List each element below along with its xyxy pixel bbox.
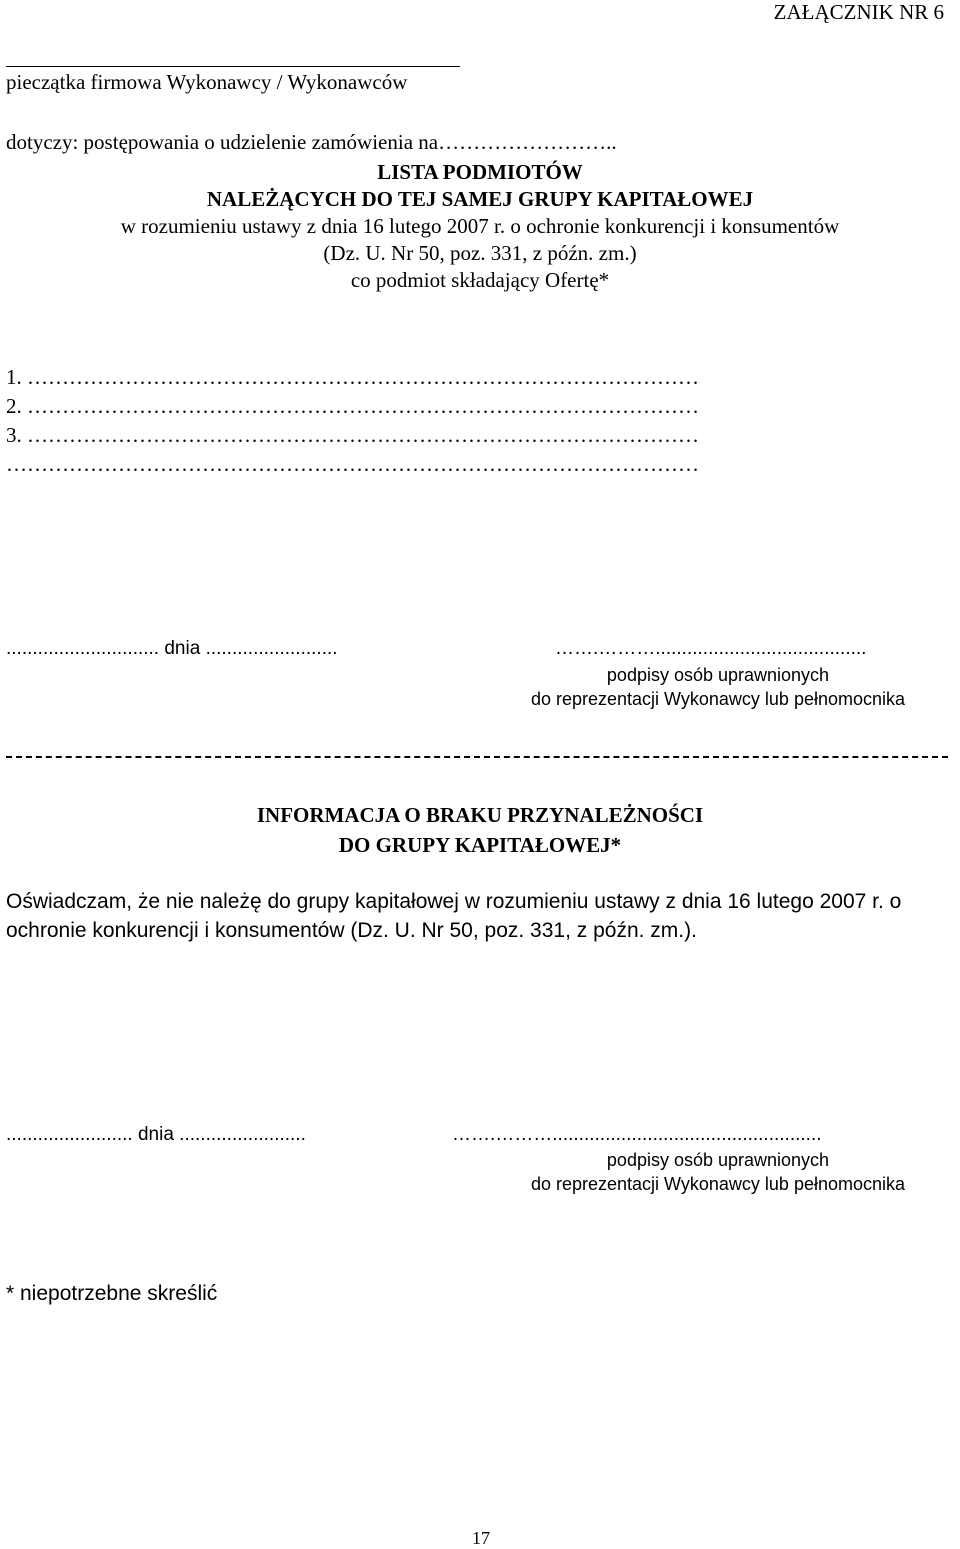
entity-entry-4: ……………………………………………………………………………………… [6, 452, 699, 476]
list-title-line-1: LISTA PODMIOTÓW [377, 160, 583, 184]
entity-entry-1: 1. …………………………………………………………………………………… [6, 365, 699, 389]
stamp-signature-line [6, 66, 460, 67]
signature-caption-1-line-2: do reprezentacji Wykonawcy lub pełnomocnika [530, 689, 906, 709]
info-heading-line-2: DO GRUPY KAPITAŁOWEJ* [338, 833, 622, 857]
declaration-text: Oświadczam, że nie należę do grupy kapitałowej w rozumieniu ustawy z dnia 16 lutego 2007 r. o ochronie konkurencji i konsumentów (Dz. U. Nr 50, poz. 331, z późn. zm.). [6, 890, 902, 942]
law-reference-line-1: w rozumieniu ustawy z dnia 16 lutego 2007 r. o ochronie konkurencji i konsumentów [120, 214, 840, 238]
signature-caption-2-line-1: podpisy osób uprawnionych [606, 1150, 830, 1170]
company-stamp-label: pieczątka firmowa Wykonawcy / Wykonawców [6, 70, 408, 94]
law-reference-line-2: (Dz. U. Nr 50, poz. 331, z późn. zm.) [323, 241, 637, 265]
list-heading [0, 159, 960, 294]
signature-date-1: ............................. dnia ......................... [6, 638, 338, 659]
signature-caption-2-line-2: do reprezentacji Wykonawcy lub pełnomocnika [530, 1174, 906, 1194]
submitter-line: co podmiot składający Ofertę* [350, 268, 610, 292]
section-separator [6, 756, 948, 758]
footnote: * niepotrzebne skreślić [6, 1282, 218, 1305]
signature-dots-1: …….………........................................ [555, 638, 867, 659]
entity-entry-2: 2. …………………………………………………………………………………… [6, 394, 699, 418]
list-title-line-2: NALEŻĄCYCH DO TEJ SAMEJ GRUPY KAPITAŁOWEJ [206, 187, 754, 211]
annex-label: ZAŁĄCZNIK NR 6 [773, 0, 944, 24]
info-heading [0, 800, 960, 860]
procedure-subject-line: dotyczy: postępowania o udzielenie zamówienia na…………………….. [6, 130, 617, 154]
info-heading-line-1: INFORMACJA O BRAKU PRZYNALEŻNOŚCI [256, 803, 704, 827]
entity-entry-3: 3. …………………………………………………………………………………… [6, 423, 699, 447]
page-number: 17 [472, 1528, 490, 1548]
signature-caption-1-line-1: podpisy osób uprawnionych [606, 665, 830, 685]
signature-dots-2: …….………................................................... [452, 1124, 822, 1145]
signature-date-2: ........................ dnia ........................ [6, 1124, 306, 1145]
